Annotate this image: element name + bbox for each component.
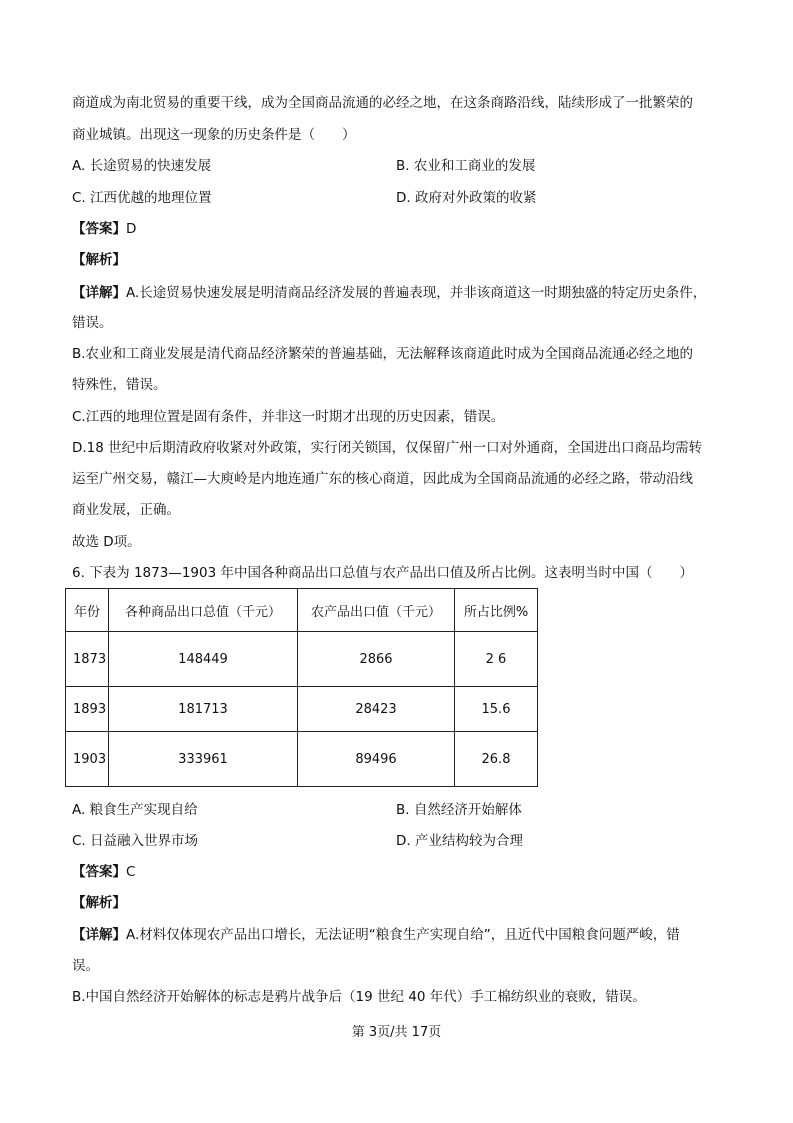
q5-detail-b-line-1: B.农业和工商业发展是清代商品经济繁荣的普遍基础，无法解释该商道此时成为全国商品流通必经之地的 — [72, 346, 694, 362]
q5-detail-d-line-3: 商业发展，正确。 — [72, 502, 180, 518]
table-cell: 26.8 — [455, 732, 538, 787]
table-row — [66, 632, 538, 687]
table-cell: 28423 — [298, 687, 455, 732]
q6-option-b: B. 自然经济开始解体 — [396, 802, 522, 818]
table-cell: 89496 — [298, 732, 455, 787]
page-footer: 第 3页/共 17页 — [351, 1025, 442, 1040]
q5-stem-line-2: 商业城镇。出现这一现象的历史条件是（ ） — [72, 127, 356, 143]
q6-answer — [72, 862, 135, 882]
q5-detail-a-line-2: 错误。 — [72, 315, 113, 331]
table-cell: 15.6 — [455, 687, 538, 732]
answer-value: C — [126, 864, 136, 880]
q5-option-c: C. 江西优越的地理位置 — [72, 190, 212, 206]
table-cell-year: 1893 — [66, 687, 109, 732]
q5-option-b: B. 农业和工商业的发展 — [396, 158, 536, 174]
q6-option-c: C. 日益融入世界市场 — [72, 833, 199, 849]
analysis-tag: 【解析】 — [72, 895, 126, 911]
table-header: 所占比例% — [455, 589, 538, 632]
detail-text: A.材料仅体现农产品出口增长，无法证明“粮食生产实现自给”，且近代中国粮食问题严峻，错 — [126, 927, 680, 943]
q6-analysis-heading — [72, 893, 126, 913]
q5-detail-b-line-2: 特殊性，错误。 — [72, 377, 167, 393]
q5-detail-c-line-1: C.江西的地理位置是固有条件，并非这一时期才出现的历史因素，错误。 — [72, 409, 505, 425]
table-row — [66, 687, 538, 732]
export-data-table — [65, 588, 538, 787]
table-header: 农产品出口值（千元） — [298, 589, 455, 632]
table-row — [66, 732, 538, 787]
q6-option-a: A. 粮食生产实现自给 — [72, 802, 198, 818]
table-header-row — [66, 589, 538, 632]
detail-text: A.长途贸易快速发展是明清商品经济发展的普遍表现，并非该商道这一时期独盛的特定历史条件， — [126, 285, 707, 301]
table-cell: 148449 — [109, 632, 298, 687]
table-cell: 333961 — [109, 732, 298, 787]
table-cell-year: 1873 — [66, 632, 109, 687]
q5-conclusion: 故选 D项。 — [72, 534, 141, 550]
detail-tag: 【详解】 — [72, 927, 126, 943]
q5-answer — [72, 219, 136, 239]
table-header: 年份 — [66, 589, 109, 632]
q5-option-a: A. 长途贸易的快速发展 — [72, 158, 212, 174]
analysis-tag: 【解析】 — [72, 252, 126, 268]
answer-value: D — [126, 221, 137, 237]
table-cell: 2 6 — [455, 632, 538, 687]
q5-detail-d-line-2: 运至广州交易，赣江—大庾岭是内地连通广东的核心商道，因此成为全国商品流通的必经之路，带动沿线 — [72, 471, 693, 487]
table-cell: 2866 — [298, 632, 455, 687]
q5-detail-a-line-1 — [72, 283, 706, 303]
q6-stem: 6. 下表为 1873—1903 年中国各种商品出口总值与农产品出口值及所占比例。这表明当时中国（ ） — [72, 565, 693, 581]
q5-analysis-heading — [72, 250, 126, 270]
q5-option-d: D. 政府对外政策的收紧 — [396, 190, 537, 206]
table-cell-year: 1903 — [66, 732, 109, 787]
table-header: 各种商品出口总值（千元） — [109, 589, 298, 632]
q5-stem-line-1: 商道成为南北贸易的重要干线，成为全国商品流通的必经之地，在这条商路沿线，陆续形成了一批繁荣的 — [72, 95, 693, 111]
q5-detail-d-line-1: D.18 世纪中后期清政府收紧对外政策，实行闭关锁国，仅保留广州一口对外通商，全国进出口商品均需转 — [72, 440, 703, 456]
q6-detail-a-line-2: 误。 — [72, 958, 99, 974]
q6-detail-a-line-1 — [72, 925, 680, 945]
answer-tag: 【答案】 — [72, 864, 126, 880]
q6-option-d: D. 产业结构较为合理 — [396, 833, 523, 849]
table-cell: 181713 — [109, 687, 298, 732]
answer-tag: 【答案】 — [72, 221, 126, 237]
detail-tag: 【详解】 — [72, 285, 126, 301]
q6-detail-b-line-1: B.中国自然经济开始解体的标志是鸦片战争后（19 世纪 40 年代）手工棉纺织业的衰败，错误。 — [72, 989, 646, 1005]
